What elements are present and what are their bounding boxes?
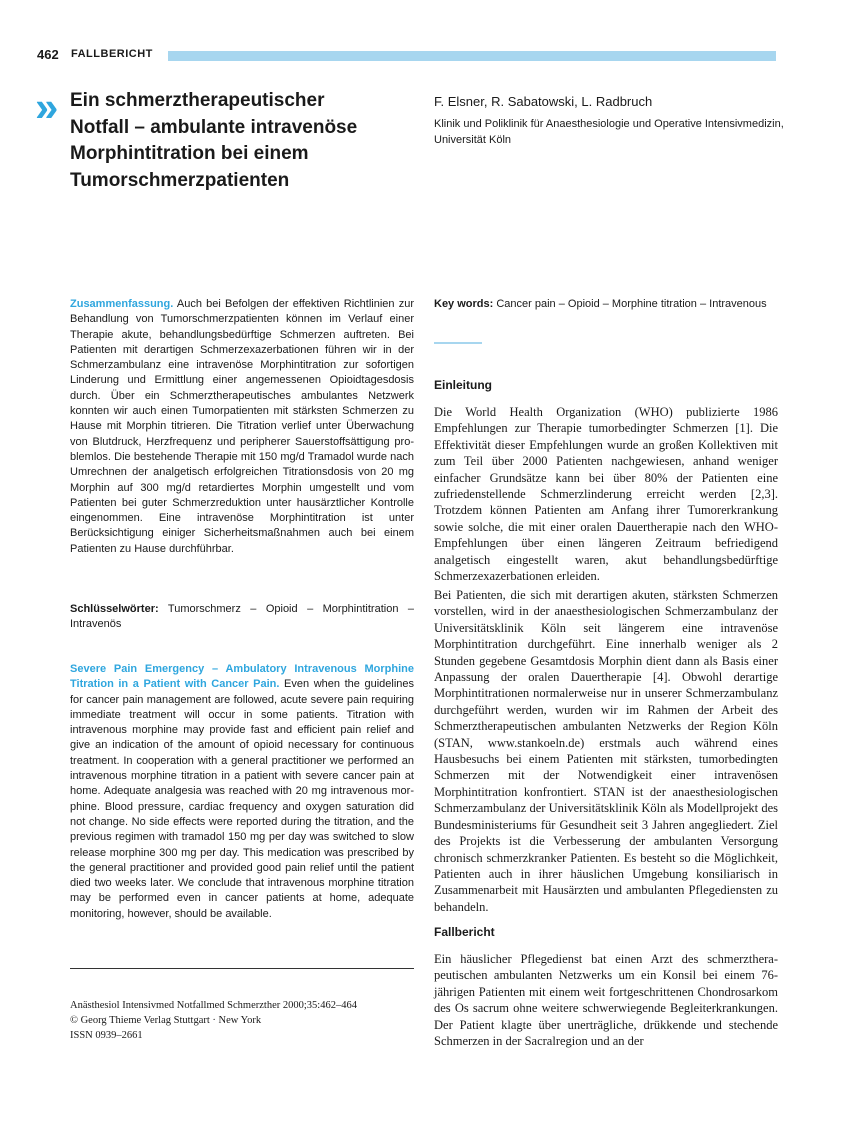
quote-mark-icon: » xyxy=(35,83,53,130)
title-line: Morphintitration bei einem xyxy=(70,143,309,164)
keywords-english xyxy=(434,297,778,312)
author-block xyxy=(434,93,794,148)
title-line: Ein schmerztherapeutischer xyxy=(70,90,325,111)
body-paragraph: Ein häuslicher Pflegedienst bat einen Arzt des schmerztherapeutischen ambulanten Netzwerks um ein Konsil bei einem 76-jährigen Patienten mit einem weit fortgeschrittenen Chondrosarkom des Os sacrum ohne weitere schwerwiegende Begleiterkrankungen. Der Patient klagte über unerträgliche, drükkende und stechende Schmerzen in der Sacralregion und an der xyxy=(434,952,778,1049)
header-accent-bar xyxy=(168,51,776,61)
keywords-german-text: Tumorschmerz – Opioid – Morphintitration – Intravenös xyxy=(70,603,414,631)
body-paragraph: Die World Health Organization (WHO) publizierte 1986 Empfehlungen zur Therapie tumorbedingter Schmerzen [1]. Die Effektivität dieser Empfehlungen wurde an großen Kollektiven mit zum Teil über 2000 Patienten nachgewiesen, anhand weniger einfacher Grundsätze kann bei über 80% der Patienten eine zufriedenstellende Schmerzlinderung erreicht werden [2,3]. Trotzdem können Patienten am Anfang ihrer Tumorerkrankung sowie solche, die mit einer oralen Dauertherapie nach den WHO-Empfehlungen über einen längeren Zeitraum befriedigend analgetisch eingestellt waren, akut behandlungsbedürftige Schmerzexazerbationen erleiden. xyxy=(434,405,778,584)
footer-divider xyxy=(70,968,414,969)
publisher-line: © Georg Thieme Verlag Stuttgart · New York xyxy=(70,1015,262,1026)
abstract-english xyxy=(70,662,414,922)
keywords-german-label: Schlüsselwörter: xyxy=(70,603,159,615)
author-affiliation: Klinik und Poliklinik für Anaesthesiologie und Operative Intensivmedizin, Universität Köln xyxy=(434,118,784,146)
heading-introduction: Einleitung xyxy=(434,378,492,392)
running-header xyxy=(37,47,777,65)
keywords-english-text: Cancer pain – Opioid – Morphine titration – Intravenous xyxy=(496,298,767,310)
abstract-english-text: Even when the guidelines for cancer pain management are followed, acute severe pain requiring immediate treatment will occur in some patients. Titration with intravenous morphine may provide fast and efficient pain relief and give an indication of the amount of opioid necessary for continuous treatment. In cooperation with a general practitioner we performed an intravenous morphine titration in a patient with severe cancer pain at home. Adequate analgesia was reached with 20 mg intravenous morphine. Blood pressure, cardiac frequency and oxygen saturation did not change. No side effects were reported during the titration, and the previous regimen with tramadol 150 mg per day was switched to slow release morphine 300 mg per day. This medication was prescribed by the general practitioner and provided good pain relief until the patient died two weeks later. We conclude that intravenous morphine titration may be performed even in cancer patients at home, adequate monitoring, however, should be available. xyxy=(70,678,414,920)
page-number: 462 xyxy=(37,47,59,62)
article-title xyxy=(70,88,410,194)
keywords-german xyxy=(70,602,414,633)
title-line: Notfall – ambulante intravenöse xyxy=(70,116,358,138)
abstract-german-label: Zusammenfassung. xyxy=(70,298,174,310)
keywords-english-label: Key words: xyxy=(434,298,494,310)
keywords-divider xyxy=(434,342,482,344)
title-line: Tumorschmerzpatienten xyxy=(70,169,290,191)
citation-line: Anästhesiol Intensivmed Notfallmed Schmerzther 2000;35:462–464 xyxy=(70,1000,357,1011)
heading-case-report: Fallbericht xyxy=(434,925,495,939)
section-label: FALLBERICHT xyxy=(71,48,153,60)
author-names: F. Elsner, R. Sabatowski, L. Radbruch xyxy=(434,94,653,109)
citation-footer xyxy=(70,998,414,1043)
abstract-german xyxy=(70,297,414,557)
body-paragraph: Bei Patienten, die sich mit derartigen akuten, stärksten Schmerzen vorstellen, wird in der anaesthesiologischen Schmerzambulanz der Universitätsklinik Köln seit längerem eine intravenöse Morphintitration durchgeführt. Eine innerhalb weniger als 2 Stunden gegebene Gesamtdosis Morphin dient dann als Basis einer Anpassung der oralen Dauertherapie [4]. Obwohl derartige Morphintitrationen normalerweise nur in unserer Schmerzambulanz durchgeführt werden, wurden wir im Rahmen der Arbeit des Schmerztherapeutischen ambulanten Netzwerks der Region Köln (STAN, www.stankoeln.de) erstmals auch während eines Hausbesuchs bei einem Patienten mit stärksten, tumorbedingten Schmerzen mit der Notwendigkeit einer intravenösen Morphintitration konfrontiert. STAN ist der anaesthesiologischen Schmerzambulanz der Universitätsklinik Köln als Modellprojekt des Bundesministeriums für Gesundheit seit 3 Jahren angegliedert. Ziel des Projekts ist die Verbesserung der ambulanten Versorgung chronisch schmerzkranker Patienten. Es besteht so die Möglichkeit, Patienten auch in ihrer häuslichen Umgebung konsiliarisch in Zusammenarbeit mit Hausärzten und ambulanten Pflegediensten zu behandeln. xyxy=(434,588,778,914)
abstract-english-title: Severe Pain Emergency – Ambulatory Intravenous Morphine Titration in a Patient with Cancer Pain. xyxy=(70,663,414,691)
abstract-german-text: Auch bei Befolgen der effektiven Richtlinien zur Behandlung von Tumorschmerzpatienten können im Verlauf einer Therapie akute, behandlungsbedürftige Schmerzen auftreten. Bei Patienten mit derartigen Schmerzexazerbationen führen wir in der Schmerzambulanz eine intravenöse Morphintitration zur sofortigen Linderung und Ermittlung einer angemessenen Opioidtagesdosis durch. Über ein Schmerztherapeutisches ambulantes Netzwerk konnten wir auch einen Tumorpatienten mit stärksten Schmerzen zu Hause mit Morphin titrieren. Die Titration verlief unter Überwachung von Blutdruck, Herzfrequenz und peripherer Sauerstoffsättigung problemlos. Die bestehende Therapie mit 150 mg/d Tramadol wurde nach Umrechnen der analgetisch erfolgreichen Titrationsdosis von 20 mg Morphin auf 300 mg/d retardiertes Morphin umgestellt und vom Patienten bei guter Schmerzreduktion unter hausärztlicher Kontrolle eingenommen. Eine intravenöse Morphintitration ist unter Berücksichtigung einiger Sicherheitsmaßnahmen auch bei einem Patienten zu Hause durchführbar. xyxy=(70,298,415,555)
issn-line: ISSN 0939–2661 xyxy=(70,1030,143,1041)
